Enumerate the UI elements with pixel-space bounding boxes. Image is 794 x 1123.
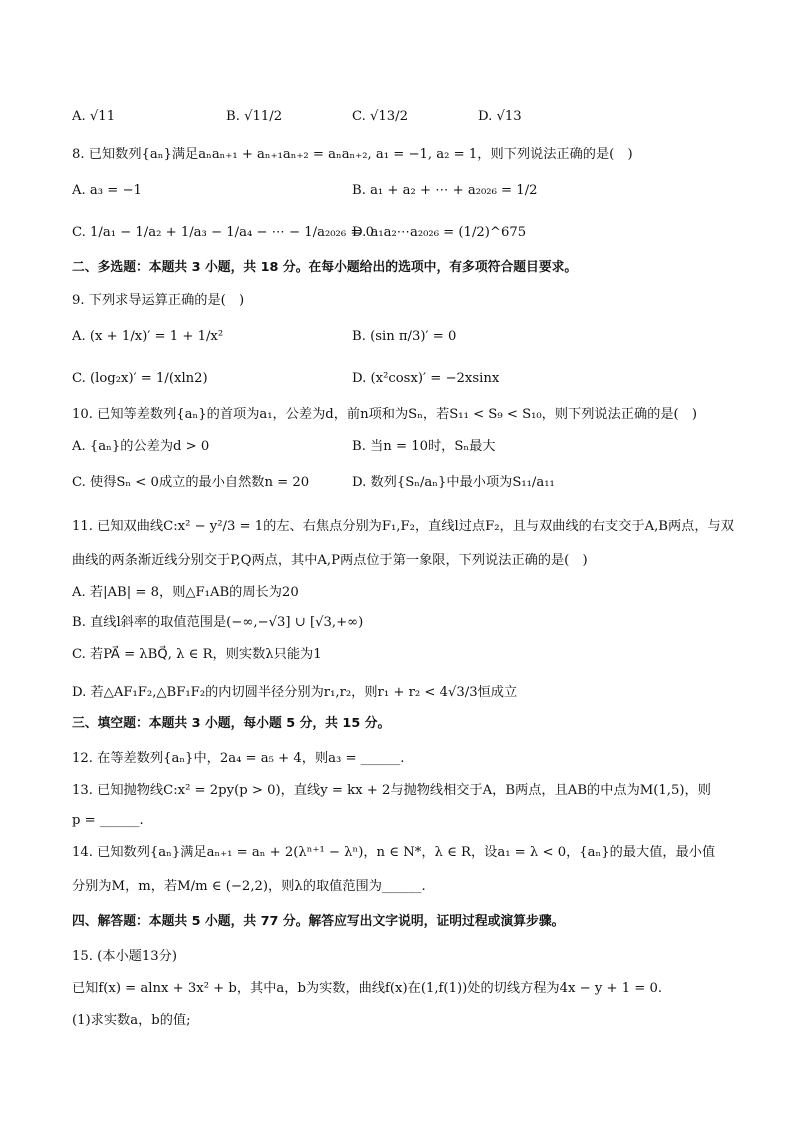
q7-option-d: D. √13 (478, 109, 522, 124)
q11-option-d: D. 若△AF₁F₂,△BF₁F₂的内切圆半径分别为r₁,r₂，则r₁ + r₂ < 4√3/3恒成立 (72, 685, 518, 700)
q9-option-d: D. (x²cosx)′ = −2xsinx (352, 371, 500, 386)
q13-line2: p = ______. (72, 813, 144, 828)
q8-option-b: B. a₁ + a₂ + ⋯ + a₂₀₂₆ = 1/2 (352, 183, 538, 198)
q13-line1: 13. 已知抛物线C:x² = 2py(p > 0)，直线y = kx + 2与抛物线相交于A，B两点，且AB的中点为M(1,5)，则 (72, 783, 711, 798)
q7-option-b: B. √11/2 (226, 109, 283, 124)
q7-option-a: A. √11 (72, 109, 116, 124)
q8-option-d: D. a₁a₂⋯a₂₀₂₆ = (1/2)^675 (352, 225, 527, 240)
q10-option-b: B. 当n = 10时，Sₙ最大 (352, 439, 496, 454)
q11-option-c: C. 若PA⃗ = λBQ⃗, λ ∈ R，则实数λ只能为1 (72, 647, 322, 662)
q10-option-d: D. 数列{Sₙ/aₙ}中最小项为S₁₁/a₁₁ (352, 475, 555, 490)
q10-stem: 10. 已知等差数列{aₙ}的首项为a₁，公差为d，前n项和为Sₙ，若S₁₁ < S₉ < S₁₀，则下列说法正确的是( ) (72, 407, 698, 422)
q7-option-c: C. √13/2 (352, 109, 409, 124)
q9-option-b: B. (sin π/3)′ = 0 (352, 329, 457, 344)
q11-option-b: B. 直线l斜率的取值范围是(−∞,−√3] ∪ [√3,+∞) (72, 615, 364, 630)
q15-stem: 已知f(x) = alnx + 3x² + b，其中a，b为实数，曲线f(x)在(1,f(1))处的切线方程为4x − y + 1 = 0. (72, 981, 663, 996)
q8-option-a: A. a₃ = −1 (72, 183, 142, 198)
section-multiple-choice-heading: 二、多选题：本题共 3 小题，共 18 分。在每小题给出的选项中，有多项符合题目要求。 (72, 260, 578, 275)
q9-option-a: A. (x + 1/x)′ = 1 + 1/x² (72, 329, 224, 344)
q11-stem-line1: 11. 已知双曲线C:x² − y²/3 = 1的左、右焦点分别为F₁,F₂，直线l过点F₂，且与双曲线的右支交于A,B两点，与双 (72, 519, 734, 534)
q11-stem-line2: 曲线的两条渐近线分别交于P,Q两点，其中A,P两点位于第一象限，下列说法正确的是( ) (72, 553, 588, 568)
q9-stem: 9. 下列求导运算正确的是( ) (72, 293, 245, 308)
q14-line2: 分别为M，m，若M/m ∈ (−2,2)，则λ的取值范围为______. (72, 879, 426, 894)
section-fill-in-heading: 三、填空题：本题共 3 小题，每小题 5 分，共 15 分。 (72, 716, 391, 731)
q15-header: 15. (本小题13分) (72, 949, 177, 964)
q15-part1: (1)求实数a，b的值; (72, 1013, 191, 1028)
q8-option-c: C. 1/a₁ − 1/a₂ + 1/a₃ − 1/a₄ − ⋯ − 1/a₂₀₂₆ = 0 (72, 225, 374, 240)
q11-option-a: A. 若|AB| = 8，则△F₁AB的周长为20 (72, 585, 299, 600)
q12-text: 12. 在等差数列{aₙ}中，2a₄ = a₅ + 4，则a₃ = ______. (72, 751, 405, 766)
q14-line1: 14. 已知数列{aₙ}满足aₙ₊₁ = aₙ + 2(λⁿ⁺¹ − λⁿ)，n ∈ N*，λ ∈ R，设a₁ = λ < 0，{aₙ}的最大值，最小值 (72, 845, 716, 860)
q10-option-a: A. {aₙ}的公差为d > 0 (72, 439, 210, 454)
q9-option-c: C. (log₂x)′ = 1/(xln2) (72, 371, 208, 386)
q10-option-c: C. 使得Sₙ < 0成立的最小自然数n = 20 (72, 475, 310, 490)
q8-stem: 8. 已知数列{aₙ}满足aₙaₙ₊₁ + aₙ₊₁aₙ₊₂ = aₙaₙ₊₂, a₁ = −1, a₂ = 1，则下列说法正确的是( ) (72, 147, 633, 162)
section-problems-heading: 四、解答题：本题共 5 小题，共 77 分。解答应写出文字说明，证明过程或演算步骤。 (72, 914, 565, 929)
